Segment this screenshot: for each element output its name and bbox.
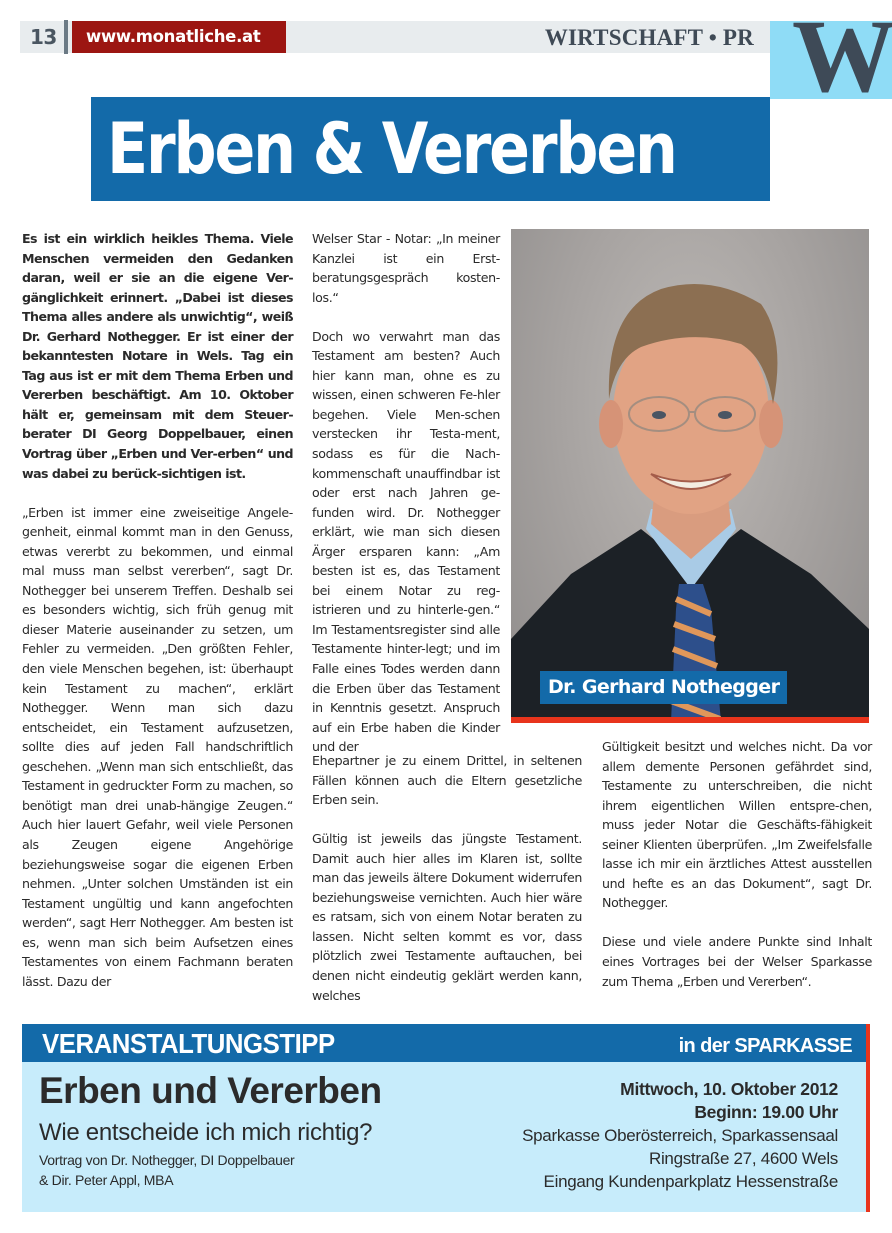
article-paragraph: Doch wo verwahrt man das Testament am besten? Auch hier kann man, ohne es zu wissen, einen schweren Fe-hler begehen. Viele Men-schen verstecken ihr Testa-ment, sodass es für die Nach-kommenschaft unauffindbar ist oder erst nach Jahren ge-funden wird. Dr. Nothegger erklärt, wie man sich diesen Ärger ersparen kann: „Am besten ist es, das Testament bei einem Notar zu reg-istrieren und zu hinterle-gen.“ Im Testamentsregister sind alle Testamente hinter-legt; und im Falle eines Todes werden dann die Erben über das Testament in Kenntnis gesetzt. Anspruch auf ein Erbe haben die Kinder und der [312, 328, 500, 755]
photo-caption: Dr. Gerhard Nothegger [540, 671, 787, 704]
event-address: Ringstraße 27, 4600 Wels [648, 1149, 838, 1168]
article-paragraph: Diese und viele andere Punkte sind Inhalt eines Vortrages bei der Welser Sparkasse zum Thema „Erben und Vererben“. [602, 934, 872, 989]
event-header-location: in der SPARKASSE [678, 1035, 852, 1057]
article-title: Erben & Vererben [107, 108, 676, 190]
section-letter-icon: W [792, 21, 888, 99]
event-speakers-line: Vortrag von Dr. Nothegger, DI Doppelbauer [39, 1152, 295, 1168]
page-number: 13 [30, 25, 57, 49]
article-paragraph: Gültigkeit besitzt und welches nicht. Da vor allem demente Personen gefährdet sind, Testamente zu unterschreiben, die nicht ihrem eigentlichen Willen entspre-chen, muss jeder Notar die Geschäfts-fähigkeit seiner Klienten überprüfen. „Im Zweifelsfalle lasse ich mir ein ärztliches Attest ausstellen und hefte es an das Dokument“, sagt Dr. Nothegger. [602, 739, 872, 911]
title-banner [91, 97, 770, 201]
event-title: Erben und Vererben [39, 1070, 382, 1111]
event-speakers [39, 1150, 294, 1190]
event-header-label: VERANSTALTUNGSTIPP [42, 1028, 335, 1059]
event-details [522, 1078, 838, 1193]
event-speakers-line: & Dir. Peter Appl, MBA [39, 1172, 174, 1188]
event-header [22, 1024, 866, 1062]
article-paragraph: Welser Star - Notar: „In meiner Kanzlei ist ein Erst-beratungsgespräch kosten-los.“ [312, 231, 500, 305]
article-lead: Es ist ein wirklich heikles Thema. Viele Menschen vermeiden den Gedanken daran, weil er sie an die eigene Ver-gänglichkeit erinnert. „Dabei ist dieses Thema alles andere als unwichtig“, weiß Dr. Gerhard Nothegger. Er ist einer der bekanntesten Notare in Wels. Tag ein Tag aus ist er mit dem Thema Erben und Vererben beschäftigt. Am 10. Oktober hält er, gemeinsam mit dem Steuer-berater DI Georg Doppelbauer, einen Vortrag über „Erben und Ver-erben“ und was dabei zu berück-sichtigen ist. [22, 231, 293, 481]
event-date: Mittwoch, 10. Oktober 2012 [620, 1079, 838, 1099]
event-accent-bar [866, 1024, 870, 1212]
event-tip-box [22, 1024, 866, 1212]
section-label: WIRTSCHAFT • PR [544, 25, 754, 50]
event-venue: Sparkasse Oberösterreich, Sparkassensaal [522, 1126, 838, 1145]
site-url-link[interactable]: www.monatliche.at [72, 21, 286, 53]
event-time: Beginn: 19.00 Uhr [694, 1102, 838, 1122]
article-column-2 [312, 229, 500, 757]
section-logo [770, 21, 892, 99]
portrait-photo [511, 229, 869, 722]
event-subtitle: Wie entscheide ich mich richtig? [39, 1119, 373, 1146]
photo-accent-bar [511, 717, 869, 723]
event-entrance: Eingang Kundenparkplatz Hessenstraße [543, 1172, 838, 1191]
article-paragraph: Gültig ist jeweils das jüngste Testament. Damit auch hier alles im Klaren ist, sollte man das jeweils ältere Dokument widerrufen beziehungsweise vernichten. Auch hier wäre es ratsam, sich von einem Notar beraten zu lassen. Nicht selten kommt es vor, dass plötzlich zwei Testamente auftauchen, bei denen nicht eindeutig geklärt werden kann, welches [312, 831, 582, 1003]
article-paragraph: Ehepartner je zu einem Drittel, in seltenen Fällen können auch die Eltern gesetzliche Erben sein. [312, 753, 582, 808]
article-column-2-continued [312, 751, 582, 1005]
portrait-illustration [511, 229, 869, 722]
article-paragraph: „Erben ist immer eine zweiseitige Angele-genheit, einmal kommt man in den Genuss, etwas vererbt zu bekommen, und einmal mal muss man selbst vererben“, sagt Dr. Nothegger bei unserem Treffen. Deshalb sei es besonders wichtig, sich früh genug mit dieser Materie auseinander zu setzen, um Fehler zu vermeiden. „Den größten Fehler, den viele Menschen begehen, ist: überhaupt kein Testament zu machen“, erklärt Nothegger. Wenn man sich dazu entscheidet, ein Testament aufzusetzen, sollte dies auf jeden Fall handschriftlich geschehen. „Wenn man sich entschließt, das Testament in gedruckter Form zu machen, so benötigt man drei unab-hängige Zeugen.“ Auch hier lauert Gefahr, weil viele Personen als Zeugen eigene Angehörige beziehungsweise sogar die eigenen Erben nehmen. „Unter solchen Umständen ist ein Testament ungültig und kann angefochten werden“, sagt Herr Nothegger. Am besten ist es, wenn man sich beim Aufsetzen eines Testamentes von einem Fachmann beraten lässt. Dazu der [22, 504, 293, 989]
article-column-3 [602, 737, 872, 991]
header-divider [64, 20, 68, 54]
article-column-1 [22, 229, 293, 991]
